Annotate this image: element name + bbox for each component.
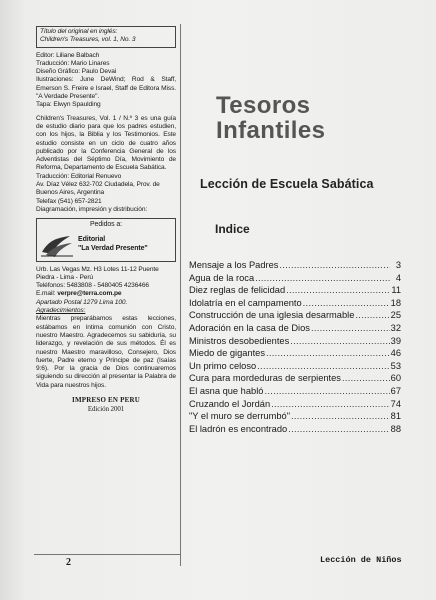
toc-entry — [189, 297, 401, 310]
toc-entry — [189, 360, 401, 373]
toc-leader-dots — [311, 322, 390, 335]
publisher-phones: Teléfonos: 5483808 - 5480405 4236466 — [36, 282, 149, 290]
toc-entry-page: 74 — [390, 398, 401, 409]
index-heading: Indice — [215, 222, 250, 236]
publisher-address-ar: Av. Díaz Vélez 632-702 Ciudadela, Prov. de Buenos Aires, Argentina — [36, 181, 160, 197]
translation-publisher: Traducción: Editorial Renuevo — [36, 172, 122, 180]
footer-label: Lección de Niños — [320, 555, 402, 565]
footer-rule — [34, 554, 180, 555]
toc-entry — [189, 322, 401, 335]
toc-entry — [189, 284, 401, 297]
publisher-address: Urb. Las Vegas Mz. H3 Lotes 11-12 Puente Piedra - Lima - Perú — [36, 265, 159, 281]
title-line-1: Tesoros — [216, 92, 311, 119]
email-value: verpre@terra.com.pe — [57, 290, 122, 298]
original-title-value: Children's Treasures, vol. 1, No. 3 — [40, 36, 136, 44]
print-info — [36, 396, 176, 414]
telefax: Telefax (541) 657-2821 — [36, 197, 102, 205]
orders-label: Pedidos a: — [89, 221, 123, 229]
toc-entry — [189, 309, 401, 322]
toc-entry-title: El ladrón es encontrado — [189, 423, 288, 434]
toc-entry — [189, 259, 401, 272]
toc-leader-dots — [266, 347, 390, 360]
toc-entry-title: Agua de la roca — [189, 272, 255, 283]
toc-leader-dots — [288, 423, 389, 436]
po-box: Apartado Postal 1279 Lima 100. — [36, 298, 128, 306]
toc-entry-page: 60 — [390, 373, 401, 384]
toc-entry-page: 32 — [390, 322, 401, 333]
toc-entry-title: Idolatría en el campamento — [189, 297, 302, 308]
publisher-logo-icon — [40, 232, 74, 258]
toc-leader-dots — [286, 284, 390, 297]
toc-leader-dots — [303, 297, 390, 310]
toc-entry — [189, 410, 401, 423]
toc-entry-page: 18 — [390, 297, 401, 308]
toc-entry-page: 39 — [390, 335, 401, 346]
toc-entry-title: Cura para mordeduras de serpientes — [189, 373, 341, 384]
toc-entry-page: 4 — [395, 272, 401, 283]
toc-leader-dots — [291, 410, 390, 423]
illustrations-credit: Ilustraciones: June DeWind; Rod & Staff, Emerson S. Freire e Israel, Staff de Editora Miss. "A Verdade Presente". — [36, 76, 176, 101]
publisher-name-line2: "La Verdad Presente" — [78, 244, 148, 252]
toc-entry-title: Adoración en la casa de Dios — [189, 322, 310, 333]
orders-box — [36, 218, 176, 261]
cover-credit: Tapa: Elwyn Spaulding — [36, 101, 101, 109]
toc-entry — [189, 423, 401, 436]
toc-entry-page: 46 — [390, 348, 401, 359]
toc-entry-title: Diez reglas de felicidad — [189, 285, 286, 296]
table-of-contents — [189, 259, 401, 435]
toc-leader-dots — [255, 272, 390, 285]
toc-entry — [189, 385, 401, 398]
thanks-text: Mientras preparábamos estas lecciones, estábamos en íntima comunión con Cristo, nuestro Maestro. Agradecemos su sabiduría, su liderazgo, y revelación de sus métodos. Él es nuestro Maestro maravilloso, Consejero, Dios fuerte, Padre eterno y Príncipe de paz (Isaías 9:6). Por la gracia de Dios continuaremos siguiendo su dirección al presentar la Palabra de Vida para nuestros hijos. — [36, 315, 176, 389]
lesson-subtitle: Lección de Escuela Sabática — [200, 177, 374, 191]
toc-entry-page: 3 — [395, 260, 401, 270]
toc-entry — [189, 272, 401, 285]
toc-entry — [189, 335, 401, 348]
toc-entry-title: Mensaje a los Padres — [189, 260, 279, 270]
toc-entry-page: 81 — [390, 411, 401, 422]
toc-entry-page: 67 — [390, 385, 401, 396]
toc-entry-title: Ministros desobedientes — [189, 335, 290, 346]
translation-credit: Traducción: Mario Linares — [36, 59, 110, 67]
printed-in: IMPRESO EN PERU — [72, 395, 140, 404]
toc-entry-page: 25 — [390, 310, 401, 321]
edition: Edición 2001 — [87, 404, 125, 413]
toc-entry-title: Miedo de gigantes — [189, 348, 265, 359]
toc-entry-title: El asna que habló — [189, 385, 264, 396]
layout-note: Diagramación, impresión y distribución: — [36, 205, 148, 213]
publication-description: Children's Treasures, Vol. 1 / N.º 3 es una guía de estudio diario para que los padres estudien, con los hijos, la Biblia y los Testimonios. Este estudio consiste en un ciclo de cuatro años publicado por la Conferencia General de los Adventistas del Séptimo Día, Movimiento de Reforma, Departamento de Escuela Sabática. — [36, 114, 176, 172]
original-title-label: Título del original en inglés: — [40, 28, 118, 35]
page-number: 2 — [66, 557, 71, 568]
toc-entry — [189, 372, 401, 385]
toc-leader-dots — [355, 309, 389, 322]
toc-entry-title: Construcción de una iglesia desarmable — [189, 310, 355, 321]
toc-entry — [189, 347, 401, 360]
toc-entry — [189, 398, 401, 411]
page-title — [216, 93, 396, 143]
toc-leader-dots — [279, 259, 390, 272]
toc-leader-dots — [271, 398, 390, 411]
publisher-name-line1: Editorial — [78, 236, 106, 244]
toc-leader-dots — [264, 385, 389, 398]
credits-column — [36, 26, 176, 414]
design-credit: Diseño Gráfico: Paulo Devai — [36, 68, 117, 76]
toc-leader-dots — [257, 360, 389, 373]
toc-entry-page: 53 — [390, 360, 401, 371]
email-label: E.mail: — [36, 290, 56, 298]
toc-entry-page: 11 — [391, 285, 401, 296]
toc-entry-page: 88 — [390, 423, 401, 434]
toc-entry-title: Cruzando el Jordán — [189, 398, 271, 409]
thanks-label: Agradecimientos: — [36, 307, 86, 315]
toc-entry-title: "Y el muro se derrumbó" — [189, 411, 290, 422]
editor-credit: Editor: Liliane Balbach — [36, 51, 100, 59]
toc-leader-dots — [290, 335, 389, 348]
column-divider — [180, 24, 181, 566]
email-line — [36, 290, 176, 298]
toc-entry-title: Un primo celoso — [189, 360, 257, 371]
toc-leader-dots — [342, 372, 390, 385]
original-title-box — [36, 26, 176, 48]
title-line-2: Infantiles — [216, 117, 326, 144]
